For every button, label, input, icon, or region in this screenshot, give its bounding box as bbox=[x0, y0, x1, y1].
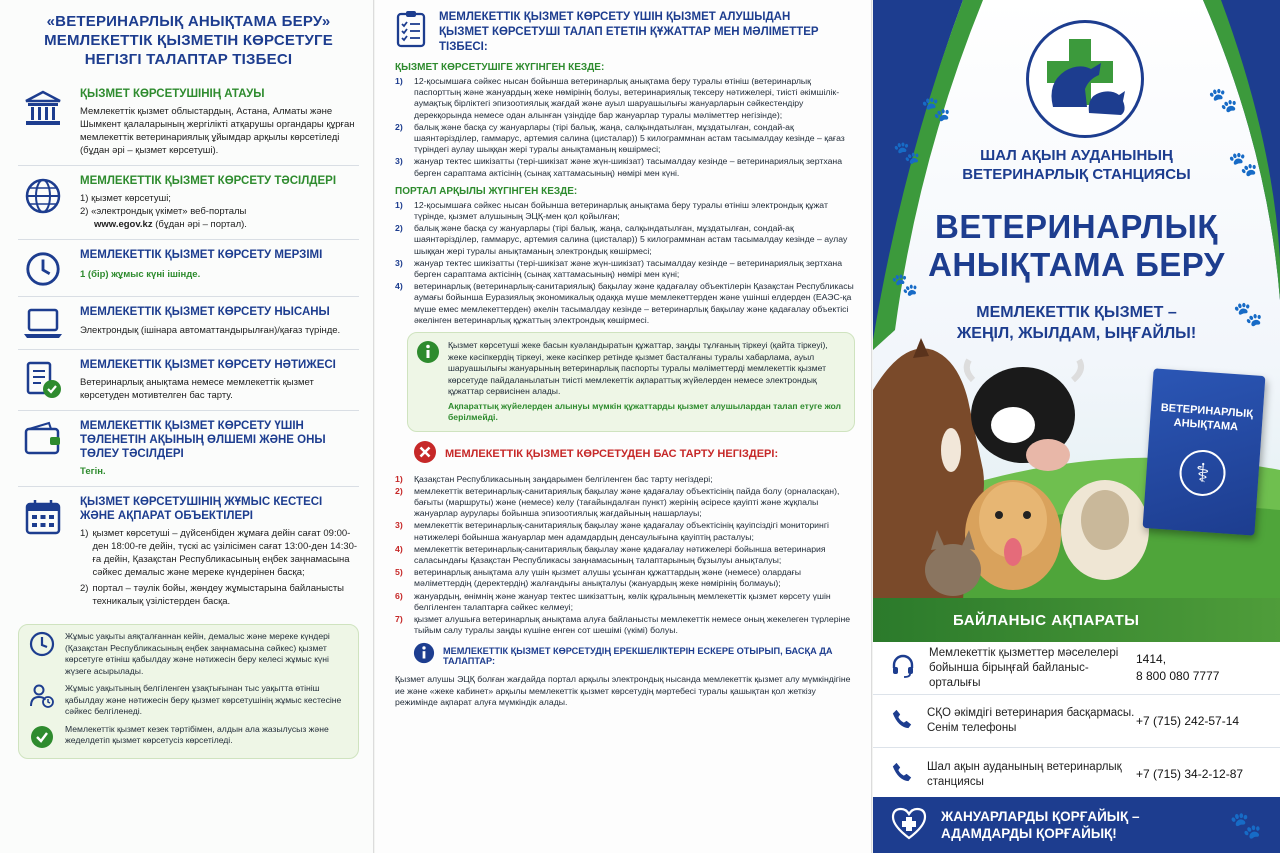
list-item: 1) қызмет көрсетуші; bbox=[80, 193, 171, 204]
section-text: Мемлекеттік қызмет облыстардың, Астана, Алматы және Шымкент қалаларының жергілікті атқарушы органдары құрған мемлекеттік ветеринариялық ұйымдар арқылы көрсетіледі (бұдан әрі – қызмет көрсетуші). bbox=[80, 106, 355, 156]
other-requirements-header bbox=[413, 642, 855, 669]
list-item: 3) мемлекеттік ветеринарлық-санитариялық бақылау және қадағалау объектісінің қауіпсіздігі мониторингі нәтижелері бойынша жануарлар мен адамдардың денсаулығына қауіптің расталуы; bbox=[395, 520, 829, 542]
section-text: Электрондық (ішінара автоматтандырылған)/қағаз түрінде. bbox=[80, 325, 341, 336]
main-title: «ВЕТЕРИНАРЛЫҚ АНЫҚТАМА БЕРУ» МЕМЛЕКЕТТІК ҚЫЗМЕТІН КӨРСЕТУГЕ НЕГІЗГІ ТАЛАПТАР ТІЗБЕСІ bbox=[44, 13, 333, 68]
list-item: 2) балық және басқа су жануарлары (тірі балық, жаңа, салқындатылған, мұздатылған, сондай-ақ шаянтәрізділер, гаммарус, артемия салина (цисталар)) 5 килограммнан астам тасымалдау кезінде – қағаз түріндегі аулау шыққан жері туралы анықтаманың көшірмесі; bbox=[395, 121, 845, 155]
contacts-heading: БАЙЛАНЫС АҚПАРАТЫ bbox=[873, 598, 1280, 642]
phone-icon bbox=[891, 761, 913, 788]
list-item: 2) мемлекеттік ветеринарлық-санитариялық бақылау және қадағалау объектісінің пайда болу (орналасқан), бағыты (маршруты) және (немесе) келу (тағайындалған пункт) жерінің әсіресе қауіпті және жұқпалы жануарлар аурулары бойынша эпизоотиялық жағдайының нашарлауы; bbox=[395, 485, 840, 519]
list-item: 1) Қазақстан Республикасының заңдарымен белгіленген бас тарту негіздері; bbox=[395, 473, 713, 484]
subheading-provider: ҚЫЗМЕТ КӨРСЕТУШІГЕ ЖҮГІНГЕН КЕЗДЕ: bbox=[395, 62, 605, 73]
note-row: Жұмыс уақытының белгіленген ұзақтығынан тыс уақытта өтініш қабылдау және нәтижесін беру қызмет көрсетушінің жұмыс кестесіне сәйкес белгіленеді. bbox=[27, 683, 350, 718]
footer-slogan: ЖАНУАРЛАРДЫ ҚОРҒАЙЫҚ – АДАМДАРДЫ ҚОРҒАЙЫҚ! bbox=[941, 809, 1140, 841]
list-item: 2) портал – тәулік бойы, жөндеу жұмыстарына байланысты техникалық үзілістерден басқа. bbox=[80, 583, 345, 607]
laptop-icon bbox=[18, 305, 68, 341]
person-clock-icon bbox=[27, 683, 57, 709]
note-row: Жұмыс уақыты аяқталғаннан кейін, демалыс және мереке күндері (Қазақстан Республикасының еңбек заңнамасына сәйкес) қызмет көрсетуге өтініш қабылдау және нәтижесін беру келесі жұмыс күні жүзеге асырылады. bbox=[27, 631, 350, 677]
section-heading: МЕМЛЕКЕТТІК ҚЫЗМЕТ КӨРСЕТУ МЕРЗІМІ bbox=[80, 249, 323, 261]
subheading-portal: ПОРТАЛ АРҚЫЛЫ ЖҮГІНГЕН КЕЗДЕ: bbox=[395, 185, 578, 197]
calendar-icon bbox=[18, 495, 68, 608]
documents-header bbox=[395, 10, 855, 55]
check-circle-icon bbox=[27, 724, 57, 750]
section-methods bbox=[18, 166, 359, 240]
paw-icon: 🐾 bbox=[1228, 151, 1258, 178]
list-item: 5) ветеринарлық анықтама алу үшін қызмет алушы ұсынған құжаттардың және (немесе) олардағы мәліметтердің (деректердің) жалғандығы анықталуы (жануардың жеке нөмірінің болмауы); bbox=[395, 567, 802, 589]
paw-icon: 🐾 bbox=[893, 140, 921, 165]
paw-icon: 🐾 bbox=[891, 272, 919, 297]
section-heading: МЕМЛЕКЕТТІК ҚЫЗМЕТ КӨРСЕТУ НӘТИЖЕСІ bbox=[80, 359, 336, 371]
globe-icon bbox=[18, 174, 68, 231]
list-item: 7) қызмет алушыға ветеринарлық анықтама алуға байланысты мемлекеттік немесе оның жекелеген түрлеріне тыйым салу туралы заңды күшіне енген сот шешімі (үкімі) болуы. bbox=[395, 614, 851, 636]
contact-row: СҚО әкімдігі ветеринария басқармасы. Сенім телефоны +7 (715) 242-57-14 bbox=[873, 695, 1280, 748]
section-heading: МЕМЛЕКЕТТІК ҚЫЗМЕТ КӨРСЕТУ ҮШІН ТӨЛЕНЕТІН АҚЫНЫҢ ӨЛШЕМІ ЖӘНЕ ОНЫ ТӨЛЕУ ТӘСІЛДЕРІ bbox=[80, 420, 326, 460]
section-form bbox=[18, 297, 359, 350]
refusal-title: МЕМЛЕКЕТТІК ҚЫЗМЕТ КӨРСЕТУДЕН БАС ТАРТУ НЕГІЗДЕРІ: bbox=[445, 448, 779, 461]
section-text: Ветеринарлық анықтама немесе мемлекеттік қызмет көрсетуден мотивтелген бас тарту. bbox=[80, 377, 314, 401]
info-icon bbox=[413, 642, 435, 669]
section-term bbox=[18, 240, 359, 297]
wallet-icon bbox=[18, 419, 68, 478]
other-requirements-text: Қызмет алушы ЭЦҚ болған жағдайда портал арқылы электрондық нысанда мемлекеттік қызмет алу мүмкіндігіне ие және «жеке кабинет» арқылы мемлекеттік қызмет көрсетудің мәртебесі туралы қашықтан қол жеткізу режимінде ақпарат алуға мүмкіндік алады. bbox=[395, 674, 851, 708]
document-check-icon bbox=[18, 358, 68, 402]
list-item: 3) жануар тектес шикізатты (тері-шикізат және жүн-шикізат) тасымалдау кезінде – ветеринариялық зертхана берген сараптама актісінің (сынақ хаттамасының) нөмірі мен күні; bbox=[395, 257, 843, 280]
section-heading: ҚЫЗМЕТ КӨРСЕТУШІНІҢ АТАУЫ bbox=[80, 88, 265, 100]
documents-title: МЕМЛЕКЕТТІК ҚЫЗМЕТ КӨРСЕТУ ҮШІН ҚЫЗМЕТ АЛУШЫДАН ҚЫЗМЕТ КӨРСЕТУШІ ТАЛАП ЕТЕТІН ҚҰЖАТТАР МЕН МӘЛІМЕТТЕР ТІЗБЕСІ: bbox=[439, 11, 819, 53]
section-text: 1 (бір) жұмыс күні ішінде. bbox=[80, 269, 201, 280]
list-item: 6) жануардың, өнімнің және жануар тектес шикізаттың, көлік құралының мемлекеттік қызмет көрсету үшін белгіленген талаптарға сәйкес келмеуі; bbox=[395, 590, 831, 612]
cow-icon bbox=[1089, 91, 1125, 115]
contact-phone[interactable]: +7 (715) 34-2-12-87 bbox=[1136, 767, 1244, 781]
section-heading: ҚЫЗМЕТ КӨРСЕТУШІНІҢ ЖҰМЫС КЕСТЕСІ ЖӘНЕ АҚПАРАТ ОБЪЕКТІЛЕРІ bbox=[80, 496, 323, 522]
egov-link[interactable]: www.egov.kz bbox=[94, 219, 153, 230]
headset-icon bbox=[891, 654, 915, 683]
section-provider-name bbox=[18, 79, 359, 166]
schedule-notes-box bbox=[18, 624, 359, 759]
clock-icon bbox=[18, 248, 68, 288]
farm-animals-illustration bbox=[873, 330, 1153, 600]
paw-icon: 🐾 bbox=[1233, 301, 1263, 328]
paw-icon: 🐾 bbox=[1208, 87, 1238, 114]
list-item: 1) 12-қосымшаға сәйкес нысан бойынша ветеринарлық анықтама беру туралы өтініш (ветеринарлық паспорттың және жануардың жеке нөмірінің болуы, ветеринариялық тексеру нәтижелері, тиісті әкімшілік-аумақтық бірліктегі эпизоотиялық жағдай және ауыл шаруашылығы жануарларын сәйкестендіру дерекқорында немесе одан алынған үзіндіде бар жануарлар туралы мәліметтер негізінде); bbox=[395, 76, 840, 120]
list-item: 2) «электрондық үкімет» веб-порталы www.egov.kz (бұдан әрі – портал). bbox=[80, 206, 247, 230]
note-row: Мемлекеттік қызмет кезек тәртібімен, алдын ала жазылусыз және жеделдетіп қызмет көрсетусіз көрсетіледі. bbox=[27, 724, 350, 750]
requirements-column bbox=[0, 0, 374, 853]
station-name: ШАЛ АҚЫН АУДАНЫНЫҢ ВЕТЕРИНАРЛЫҚ СТАНЦИЯСЫ bbox=[962, 147, 1191, 183]
section-fee bbox=[18, 411, 359, 487]
paw-icon: 🐾 bbox=[921, 96, 951, 123]
list-item: 2) балық және басқа су жануарлары (тірі балық, жаңа, салқындатылған, мұздатылған, сондай-ақ шаянтәрізділер, гаммарус, артемия салина (цисталар)) 5 килограммнан астам тасымалдау кезінде – аулау шыққан жері туралы анықтаманың электрондық көшірмесі; bbox=[395, 223, 848, 256]
government-building-icon bbox=[18, 87, 68, 157]
section-heading: МЕМЛЕКЕТТІК ҚЫЗМЕТ КӨРСЕТУ ТӘСІЛДЕРІ bbox=[80, 175, 337, 187]
checklist-icon bbox=[395, 10, 429, 53]
list-item: 3) жануар тектес шикізатты (тері-шикізат және жүн-шикізат) тасымалдау кезінде – ветеринариялық зертхана берген сараптама актісінің (сынақ хаттамасының) нөмірі мен күні. bbox=[395, 156, 843, 178]
clock-icon bbox=[27, 631, 57, 657]
section-heading: МЕМЛЕКЕТТІК ҚЫЗМЕТ КӨРСЕТУ НЫСАНЫ bbox=[80, 306, 330, 318]
logo bbox=[1026, 20, 1144, 138]
refusal-header bbox=[413, 440, 855, 469]
info-box: Қызмет көрсетуші жеке басын куәландыратын құжаттар, заңды тұлғаның тіркеуі (қайта тіркеуі), жеке кәсіпкердің тіркеуі, жеке кәсіпкер ретінде қызмет басталғаны туралы хабарлама, ауыл шаруашылығы жануарының ветеринарлық паспорты туралы мәліметтерді мемлекеттік қызмет көрсетуде пайдаланылатын тиісті мемлекеттік ақпараттық жүйелерден немесе электрондық құжаттар сервисінен алады. Ақпараттық жүйелерден алынуы мүмкін құжаттарды қызмет алушылардан талап етуге жол берілмейді. bbox=[407, 332, 855, 432]
list-item: 4) мемлекеттік ветеринарлық-санитариялық бақылау және қадағалау нәтижелері бойынша ветеринария саласындағы Қазақстан Республикасы заңнамасының талаптарының бұзылуы анықталуы; bbox=[395, 543, 826, 565]
list-item: 4) ветеринарлық (ветеринарлық-санитариялық) бақылау және қадағалау объектілерін Қазақстан Республикасы аумағы бойынша Еуразиялық экономикалық одаққа мүше мемлекеттерден және үшінші елдерден (ЕАЭС-қа мүше емес мемлекеттерден) әкелін тасымалдау кезінде – ветеринарлық бақылау және қадағалау объектісі әкелінген ветеринарлық құжаттың электрондық көшірмесі. bbox=[395, 281, 854, 325]
paw-icon: 🐾 bbox=[1229, 809, 1262, 840]
section-schedule bbox=[18, 487, 359, 616]
other-requirements-title: МЕМЛЕКЕТТІК ҚЫЗМЕТ КӨРСЕТУДІҢ ЕРЕКШЕЛІКТЕРІН ЕСКЕРЕ ОТЫРЫП, БАСҚА ДА ТАЛАПТАР: bbox=[443, 645, 833, 666]
vet-passport-image: ВЕТЕРИНАРЛЫҚ АНЫҚТАМА ⚕ bbox=[1143, 368, 1266, 535]
caduceus-icon: ⚕ bbox=[1178, 448, 1227, 497]
heart-cross-icon bbox=[891, 806, 927, 844]
phone-icon bbox=[891, 708, 913, 735]
cover-title: ВЕТЕРИНАРЛЫҚ АНЫҚТАМА БЕРУ bbox=[928, 208, 1225, 283]
contact-row: Шал ақын ауданының ветеринарлық станциясы +7 (715) 34-2-12-87 bbox=[873, 748, 1280, 801]
contact-phone[interactable]: 1414, 8 800 080 7777 bbox=[1136, 652, 1220, 683]
slogan: МЕМЛЕКЕТТІК ҚЫЗМЕТ – ЖЕҢІЛ, ЖЫЛДАМ, ЫҢҒАЙЛЫ! bbox=[956, 304, 1197, 342]
contact-row: Мемлекеттік қызметтер мәселелері бойынша бірыңғай байланыс-орталығы 1414, 8 800 080 7777 bbox=[873, 642, 1280, 695]
close-circle-icon bbox=[413, 440, 437, 469]
info-icon bbox=[416, 340, 440, 424]
list-item: 1) қызмет көрсетуші – дүйсенбіден жұмаға дейін сағат 09:00-ден 18:00-ге дейін, түскі ас үзілісімен сағат 13:00-ден 14:30-ға дейін, Қазақстан Республикасының еңбек заңнамасына сәйкес демалыс және мереке күндерінен басқа; bbox=[80, 528, 358, 578]
section-text: Тегін. bbox=[80, 466, 106, 477]
section-result bbox=[18, 350, 359, 411]
contact-phone[interactable]: +7 (715) 242-57-14 bbox=[1136, 713, 1240, 728]
list-item: 1) 12-қосымшаға сәйкес нысан бойынша ветеринарлық анықтама беру туралы өтініш электрондық құжат түрінде, қызмет алушының ЭЦҚ-мен қол қойылған; bbox=[395, 199, 828, 222]
cover-panel bbox=[873, 0, 1280, 853]
documents-column bbox=[375, 0, 872, 853]
footer-banner bbox=[873, 797, 1280, 853]
